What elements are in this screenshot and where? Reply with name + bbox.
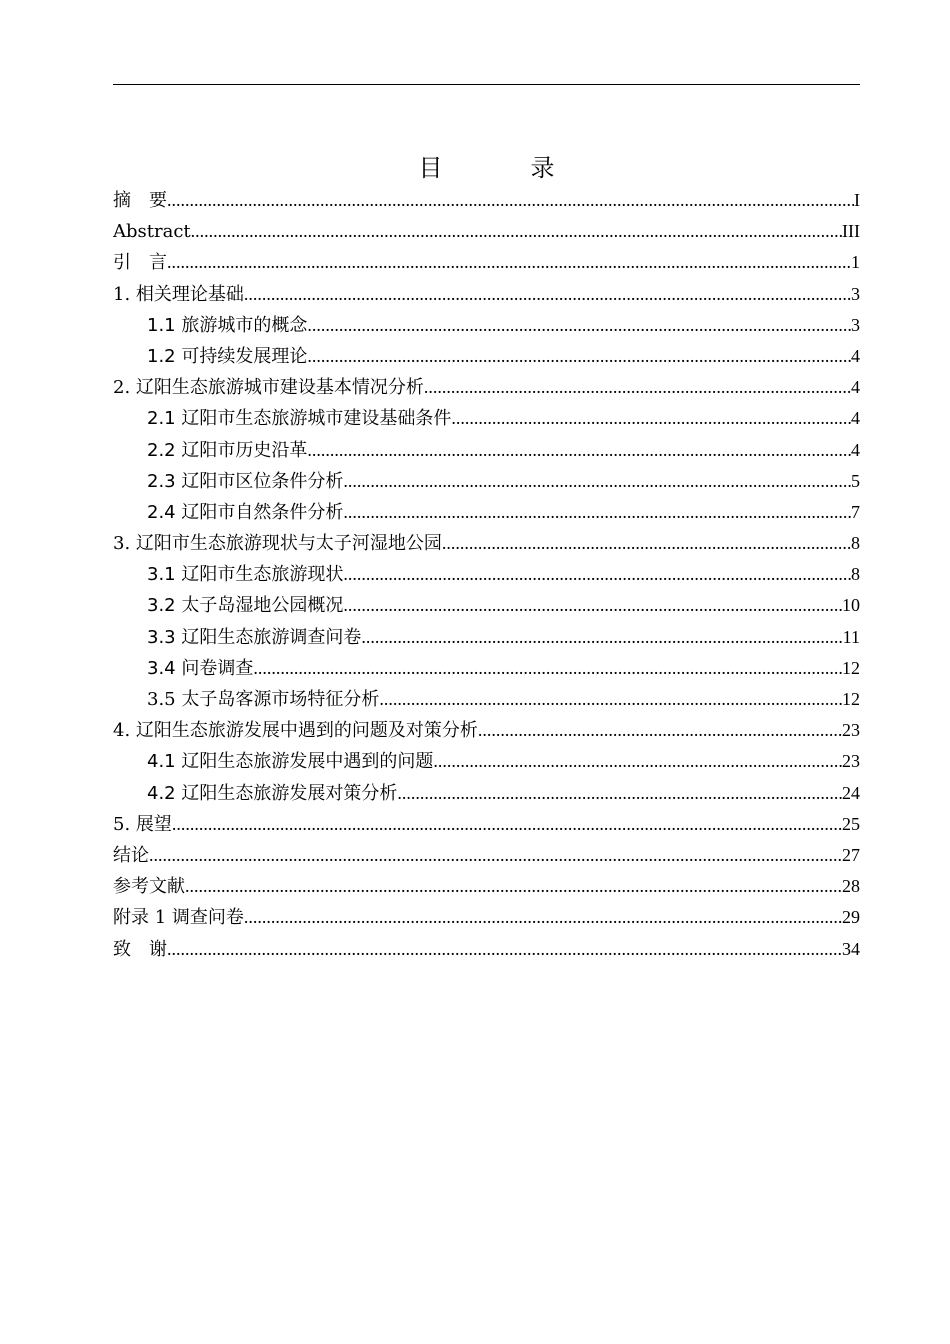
- toc-page-number: 34: [842, 938, 860, 959]
- toc-entry-number: 3.2: [147, 595, 176, 617]
- toc-entry-label: [147, 778, 397, 809]
- toc-dot-leader: [253, 653, 842, 684]
- toc-entry-text: 相关理论基础: [130, 283, 244, 305]
- toc-entry-label: [113, 372, 424, 403]
- toc-entry[interactable]: [113, 902, 860, 933]
- toc-page-number: 4: [851, 377, 860, 398]
- toc-entry[interactable]: [113, 372, 860, 403]
- toc-entry-label: [113, 279, 244, 310]
- toc-dot-leader: [343, 497, 851, 528]
- toc-entry-text: 辽阳市区位条件分析: [175, 470, 344, 492]
- toc-entry-number: 3.1: [147, 564, 176, 586]
- toc-dot-leader: [451, 403, 851, 434]
- toc-entry-number: 1.2: [147, 345, 176, 367]
- toc-page-number: 12: [842, 657, 860, 678]
- toc-entry-number: 1.1: [147, 314, 176, 336]
- toc-entry-number: 2.2: [147, 439, 176, 461]
- toc-dot-leader: [244, 902, 842, 933]
- toc-entry-text: 可持续发展理论: [175, 345, 308, 367]
- toc-entry-text: 问卷调查: [175, 657, 254, 679]
- toc-dot-leader: [185, 871, 842, 902]
- toc-entry[interactable]: [113, 466, 860, 497]
- header-rule: [113, 84, 860, 85]
- toc-dot-leader: [343, 466, 851, 497]
- toc-entry-text: 旅游城市的概念: [175, 314, 308, 336]
- toc-entry-label: [113, 840, 149, 871]
- toc-entry-text: Abstract: [113, 221, 191, 243]
- toc-entry-number: 3.5: [147, 689, 176, 710]
- toc-page-number: 27: [842, 844, 860, 865]
- toc-dot-leader: [343, 590, 842, 621]
- toc-entry[interactable]: [113, 809, 860, 840]
- toc-entry[interactable]: [113, 684, 860, 715]
- toc-entry-label: [147, 497, 343, 528]
- toc-page-number: 25: [842, 813, 860, 834]
- toc-entry-number: 2.: [113, 377, 131, 399]
- toc-page-number: 24: [842, 782, 860, 803]
- toc-entry[interactable]: [113, 871, 860, 902]
- toc-dot-leader: [172, 809, 842, 840]
- toc-page-number: 3: [851, 283, 860, 304]
- toc-dot-leader: [167, 185, 854, 216]
- toc-entry-text: 引 言: [113, 252, 167, 274]
- toc-entry[interactable]: [113, 279, 860, 310]
- toc-entry-number: 2.4: [147, 501, 176, 523]
- toc-entry[interactable]: [113, 310, 860, 341]
- toc-entry-text: 摘 要: [113, 190, 167, 211]
- toc-entry-text: 附录 1 调查问卷: [113, 907, 244, 929]
- toc-entry[interactable]: [113, 497, 860, 528]
- toc-entry[interactable]: [113, 403, 860, 434]
- toc-dot-leader: [167, 934, 842, 965]
- toc-page-number: 4: [851, 345, 860, 366]
- toc-dot-leader: [424, 372, 851, 403]
- toc-entry-text: 辽阳市生态旅游现状: [175, 564, 344, 586]
- toc-entry-label: [147, 590, 343, 621]
- toc-dot-leader: [307, 435, 851, 466]
- toc-entry[interactable]: [113, 778, 860, 809]
- toc-entry-number: 4.2: [147, 782, 176, 804]
- toc-entry-label: [113, 715, 478, 746]
- toc-dot-leader: [361, 622, 842, 653]
- toc-entry-label: [147, 622, 361, 653]
- toc-entry-text: 辽阳生态旅游发展中遇到的问题及对策分析: [130, 720, 478, 742]
- toc-page-number: 10: [842, 595, 860, 616]
- toc-entry-text: 太子岛湿地公园概况: [175, 595, 344, 617]
- toc-page-number: 28: [842, 876, 860, 897]
- toc-dot-leader: [307, 341, 851, 372]
- toc-page-number: 23: [842, 720, 860, 741]
- toc-entry-label: [147, 653, 253, 684]
- toc-entry-text: 辽阳市生态旅游现状与太子河湿地公园: [130, 533, 442, 555]
- toc-entry-text: 辽阳市自然条件分析: [175, 501, 344, 523]
- toc-page-number: 1: [851, 252, 860, 273]
- toc-dot-leader: [397, 778, 842, 809]
- toc-entry-number: 3.: [113, 533, 131, 555]
- toc-entry-label: [147, 684, 379, 715]
- table-of-contents: [113, 185, 860, 965]
- toc-entry-label: [113, 902, 244, 933]
- toc-dot-leader: [167, 247, 851, 278]
- toc-dot-leader: [379, 684, 842, 715]
- toc-entry-text: 辽阳生态旅游城市建设基本情况分析: [130, 377, 424, 399]
- toc-entry-text: 致 谢: [113, 938, 167, 960]
- toc-entry-text: 辽阳市生态旅游城市建设基础条件: [175, 408, 452, 430]
- toc-entry[interactable]: [113, 840, 860, 871]
- toc-page-number: 5: [851, 470, 860, 491]
- toc-page-number: 8: [851, 533, 860, 554]
- toc-entry-number: 1.: [113, 283, 131, 305]
- toc-entry-text: 辽阳生态旅游调查问卷: [175, 626, 362, 648]
- toc-entry[interactable]: [113, 216, 860, 247]
- toc-dot-leader: [149, 840, 842, 871]
- toc-entry[interactable]: [113, 653, 860, 684]
- toc-page-number: III: [842, 221, 860, 242]
- toc-entry-number: 2.3: [147, 470, 176, 492]
- toc-entry-label: [147, 403, 451, 434]
- toc-dot-leader: [244, 279, 851, 310]
- toc-entry-label: [113, 216, 191, 247]
- toc-entry-text: 太子岛客源市场特征分析: [175, 689, 380, 710]
- toc-entry[interactable]: [113, 934, 860, 965]
- toc-entry[interactable]: [113, 715, 860, 746]
- toc-entry-label: [147, 559, 343, 590]
- toc-dot-leader: [478, 715, 842, 746]
- toc-entry[interactable]: [113, 559, 860, 590]
- toc-entry-number: 4.: [113, 720, 131, 742]
- toc-page-number: I: [854, 190, 860, 210]
- toc-entry-label: [147, 466, 343, 497]
- toc-dot-leader: [343, 559, 851, 590]
- toc-entry-label: [113, 528, 442, 559]
- toc-entry-label: [147, 435, 307, 466]
- toc-entry[interactable]: [113, 746, 860, 777]
- toc-entry[interactable]: [113, 528, 860, 559]
- toc-entry-text: 辽阳市历史沿革: [175, 439, 308, 461]
- toc-entry-number: 4.1: [147, 751, 176, 773]
- toc-page-number: 4: [851, 439, 860, 460]
- toc-title: 目 录: [418, 154, 587, 182]
- toc-page-number: 23: [842, 751, 860, 772]
- toc-entry-number: 3.3: [147, 626, 176, 648]
- toc-entry[interactable]: [113, 247, 860, 278]
- toc-entry-number: 3.4: [147, 657, 176, 679]
- toc-entry-text: 辽阳生态旅游发展对策分析: [175, 782, 398, 804]
- toc-page-number: 3: [851, 314, 860, 335]
- toc-entry-label: [113, 185, 167, 216]
- toc-entry[interactable]: [113, 590, 860, 621]
- toc-entry[interactable]: [113, 622, 860, 653]
- toc-entry-text: 辽阳生态旅游发展中遇到的问题: [175, 751, 434, 773]
- toc-entry-label: [147, 341, 307, 372]
- toc-entry-label: [113, 871, 185, 902]
- toc-entry-label: [113, 247, 167, 278]
- toc-entry-label: [147, 310, 307, 341]
- toc-entry[interactable]: [113, 341, 860, 372]
- toc-dot-leader: [433, 746, 842, 777]
- toc-page-number: 8: [851, 564, 860, 585]
- toc-entry-text: 展望: [130, 813, 172, 835]
- toc-page-number: 29: [842, 907, 860, 928]
- toc-entry-text: 参考文献: [113, 876, 185, 898]
- toc-entry-label: [147, 746, 433, 777]
- toc-page-number: 4: [851, 408, 860, 429]
- toc-page-number: 11: [842, 626, 860, 647]
- toc-entry-label: [113, 934, 167, 965]
- toc-entry-label: [113, 809, 172, 840]
- toc-entry-text: 结论: [113, 844, 149, 866]
- toc-entry-number: 5.: [113, 813, 131, 835]
- toc-page-number: 12: [842, 689, 860, 709]
- toc-dot-leader: [442, 528, 851, 559]
- toc-entry[interactable]: [113, 435, 860, 466]
- toc-dot-leader: [191, 216, 842, 247]
- toc-page-number: 7: [851, 501, 860, 522]
- toc-entry-number: 2.1: [147, 408, 176, 430]
- toc-entry[interactable]: [113, 185, 860, 216]
- toc-dot-leader: [307, 310, 851, 341]
